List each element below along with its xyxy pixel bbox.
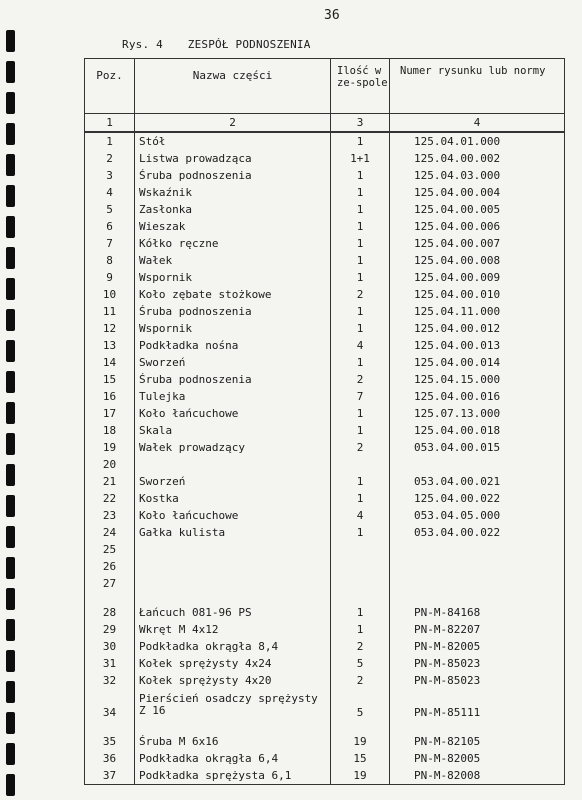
figure-caption (122, 38, 311, 51)
position-cell: 10 (85, 286, 135, 303)
position-cell: 12 (85, 320, 135, 337)
quantity-cell: 1 (331, 422, 390, 439)
quantity-cell: 4 (331, 337, 390, 354)
part-name-cell: Kołek sprężysty 4x20 (135, 672, 331, 689)
table-row (85, 405, 565, 422)
position-cell: 14 (85, 354, 135, 371)
drawing-number-cell: 125.04.11.000 (390, 303, 565, 320)
table-row (85, 689, 565, 721)
binding-hole (6, 371, 15, 393)
part-name-cell: Koło zębate stożkowe (135, 286, 331, 303)
drawing-number-cell: PN-M-85111 (390, 689, 565, 721)
position-cell: 2 (85, 150, 135, 167)
binding-hole (6, 185, 15, 207)
spiral-binding (4, 0, 18, 800)
position-cell: 35 (85, 733, 135, 750)
table-row (85, 252, 565, 269)
drawing-number-cell: PN-M-82005 (390, 750, 565, 767)
position-cell: 15 (85, 371, 135, 388)
position-cell: 18 (85, 422, 135, 439)
position-cell: 37 (85, 767, 135, 785)
column-number: 1 (85, 114, 135, 133)
drawing-number-cell (390, 456, 565, 473)
quantity-cell: 2 (331, 371, 390, 388)
part-name-cell: Pierścień osadczy sprężysty Z 16 (135, 689, 331, 721)
table-row (85, 507, 565, 524)
position-cell: 8 (85, 252, 135, 269)
position-cell: 11 (85, 303, 135, 320)
drawing-number-cell: PN-M-82008 (390, 767, 565, 785)
column-number: 4 (390, 114, 565, 133)
drawing-number-cell: 125.04.00.005 (390, 201, 565, 218)
quantity-cell: 15 (331, 750, 390, 767)
binding-hole (6, 61, 15, 83)
drawing-number-cell: 053.04.05.000 (390, 507, 565, 524)
drawing-number-cell: PN-M-82005 (390, 638, 565, 655)
part-name-cell: Śruba M 6x16 (135, 733, 331, 750)
binding-hole (6, 619, 15, 641)
table-row (85, 655, 565, 672)
spacer-row (85, 721, 565, 733)
table-row (85, 767, 565, 785)
position-cell: 27 (85, 575, 135, 592)
drawing-number-cell: PN-M-84168 (390, 604, 565, 621)
part-name-cell: Podkładka okrągła 8,4 (135, 638, 331, 655)
position-cell: 4 (85, 184, 135, 201)
part-name-cell: Wieszak (135, 218, 331, 235)
table-row (85, 235, 565, 252)
column-number: 3 (331, 114, 390, 133)
drawing-number-cell: 053.04.00.015 (390, 439, 565, 456)
table-row (85, 750, 565, 767)
table-row (85, 132, 565, 150)
part-name-cell: Kołek sprężysty 4x24 (135, 655, 331, 672)
drawing-number-cell: 125.04.00.002 (390, 150, 565, 167)
table-row (85, 439, 565, 456)
position-cell: 34 (85, 689, 135, 721)
position-cell: 36 (85, 750, 135, 767)
position-cell: 26 (85, 558, 135, 575)
table-row (85, 150, 565, 167)
part-name-cell: Tulejka (135, 388, 331, 405)
table-row (85, 524, 565, 541)
part-name-cell: Łańcuch 081-96 PS (135, 604, 331, 621)
quantity-cell: 1 (331, 621, 390, 638)
quantity-cell: 2 (331, 638, 390, 655)
drawing-number-cell (390, 541, 565, 558)
part-name-cell: Sworzeń (135, 473, 331, 490)
quantity-cell: 1+1 (331, 150, 390, 167)
binding-hole (6, 650, 15, 672)
table-row (85, 558, 565, 575)
table-body (85, 132, 565, 785)
drawing-number-cell: PN-M-82105 (390, 733, 565, 750)
quantity-cell: 2 (331, 439, 390, 456)
table-row (85, 672, 565, 689)
drawing-number-cell: 125.04.03.000 (390, 167, 565, 184)
position-cell: 22 (85, 490, 135, 507)
drawing-number-cell: 125.04.00.010 (390, 286, 565, 303)
drawing-number-cell: 125.04.00.022 (390, 490, 565, 507)
column-number: 2 (135, 114, 331, 133)
position-cell: 17 (85, 405, 135, 422)
drawing-number-cell: 125.04.00.007 (390, 235, 565, 252)
binding-hole (6, 743, 15, 765)
drawing-number-cell (390, 575, 565, 592)
quantity-cell: 5 (331, 655, 390, 672)
table-row (85, 604, 565, 621)
page-number: 36 (324, 8, 340, 23)
quantity-cell: 1 (331, 132, 390, 150)
binding-hole (6, 464, 15, 486)
spacer-cell (85, 721, 135, 733)
position-cell: 30 (85, 638, 135, 655)
table-row (85, 733, 565, 750)
quantity-cell: 1 (331, 473, 390, 490)
header-position: Poz. (85, 59, 135, 114)
position-cell: 28 (85, 604, 135, 621)
part-name-cell (135, 541, 331, 558)
position-cell: 24 (85, 524, 135, 541)
drawing-number-cell: 125.07.13.000 (390, 405, 565, 422)
position-cell: 29 (85, 621, 135, 638)
position-cell: 23 (85, 507, 135, 524)
column-number-row (85, 114, 565, 133)
binding-hole (6, 402, 15, 424)
binding-hole (6, 774, 15, 796)
drawing-number-cell: 053.04.00.021 (390, 473, 565, 490)
position-cell: 1 (85, 132, 135, 150)
part-name-cell: Śruba podnoszenia (135, 371, 331, 388)
table-row (85, 269, 565, 286)
part-name-cell: Gałka kulista (135, 524, 331, 541)
quantity-cell: 1 (331, 303, 390, 320)
binding-hole (6, 123, 15, 145)
part-name-cell: Sworzeń (135, 354, 331, 371)
drawing-number-cell: PN-M-82207 (390, 621, 565, 638)
figure-label: Rys. 4 (122, 38, 163, 51)
quantity-cell: 1 (331, 354, 390, 371)
header-quantity: Ilość w ze-spole (331, 59, 390, 114)
binding-hole (6, 216, 15, 238)
spacer-cell (390, 721, 565, 733)
binding-hole (6, 588, 15, 610)
table-row (85, 371, 565, 388)
quantity-cell: 1 (331, 269, 390, 286)
quantity-cell: 1 (331, 167, 390, 184)
quantity-cell: 19 (331, 767, 390, 785)
part-name-cell: Listwa prowadząca (135, 150, 331, 167)
drawing-number-cell: 125.04.00.006 (390, 218, 565, 235)
binding-hole (6, 340, 15, 362)
part-name-cell: Koło łańcuchowe (135, 405, 331, 422)
spacer-cell (331, 721, 390, 733)
quantity-cell: 1 (331, 218, 390, 235)
quantity-cell: 1 (331, 320, 390, 337)
position-cell: 9 (85, 269, 135, 286)
drawing-number-cell: 125.04.00.012 (390, 320, 565, 337)
quantity-cell: 1 (331, 235, 390, 252)
quantity-cell: 2 (331, 672, 390, 689)
table-row (85, 303, 565, 320)
quantity-cell: 1 (331, 490, 390, 507)
header-part-name: Nazwa części (135, 59, 331, 114)
table-row (85, 575, 565, 592)
table-row (85, 167, 565, 184)
binding-hole (6, 495, 15, 517)
spacer-cell (331, 592, 390, 604)
part-name-cell: Stół (135, 132, 331, 150)
part-name-cell: Skala (135, 422, 331, 439)
drawing-number-cell: 125.04.00.014 (390, 354, 565, 371)
quantity-cell: 1 (331, 252, 390, 269)
table-row (85, 422, 565, 439)
binding-hole (6, 526, 15, 548)
table-row (85, 473, 565, 490)
drawing-number-cell (390, 558, 565, 575)
part-name-cell: Śruba podnoszenia (135, 303, 331, 320)
drawing-number-cell: 125.04.00.008 (390, 252, 565, 269)
spacer-cell (135, 592, 331, 604)
part-name-cell: Podkładka nośna (135, 337, 331, 354)
position-cell: 31 (85, 655, 135, 672)
quantity-cell (331, 575, 390, 592)
part-name-cell: Śruba podnoszenia (135, 167, 331, 184)
spacer-row (85, 592, 565, 604)
position-cell: 16 (85, 388, 135, 405)
quantity-cell: 19 (331, 733, 390, 750)
quantity-cell: 1 (331, 184, 390, 201)
position-cell: 25 (85, 541, 135, 558)
binding-hole (6, 309, 15, 331)
position-cell: 5 (85, 201, 135, 218)
part-name-cell: Wspornik (135, 320, 331, 337)
table-row (85, 354, 565, 371)
position-cell: 20 (85, 456, 135, 473)
part-name-cell: Koło łańcuchowe (135, 507, 331, 524)
header-drawing-number: Numer rysunku lub normy (390, 59, 565, 114)
drawing-number-cell: 125.04.15.000 (390, 371, 565, 388)
spacer-cell (390, 592, 565, 604)
drawing-number-cell: PN-M-85023 (390, 655, 565, 672)
part-name-cell: Wspornik (135, 269, 331, 286)
spacer-cell (135, 721, 331, 733)
table-row (85, 388, 565, 405)
drawing-number-cell: 125.04.00.018 (390, 422, 565, 439)
quantity-cell: 1 (331, 604, 390, 621)
drawing-number-cell: 125.04.00.004 (390, 184, 565, 201)
position-cell: 6 (85, 218, 135, 235)
binding-hole (6, 278, 15, 300)
part-name-cell: Kółko ręczne (135, 235, 331, 252)
drawing-number-cell: 125.04.00.013 (390, 337, 565, 354)
part-name-cell (135, 575, 331, 592)
drawing-number-cell: 125.04.00.016 (390, 388, 565, 405)
table-row (85, 184, 565, 201)
table-row (85, 218, 565, 235)
part-name-cell: Zasłonka (135, 201, 331, 218)
drawing-number-cell: 125.04.01.000 (390, 132, 565, 150)
part-name-cell: Wskaźnik (135, 184, 331, 201)
table-row (85, 541, 565, 558)
position-cell: 13 (85, 337, 135, 354)
parts-table (84, 58, 565, 785)
position-cell: 19 (85, 439, 135, 456)
quantity-cell: 7 (331, 388, 390, 405)
quantity-cell: 1 (331, 405, 390, 422)
part-name-cell: Wałek prowadzący (135, 439, 331, 456)
quantity-cell: 1 (331, 201, 390, 218)
binding-hole (6, 92, 15, 114)
part-name-cell: Wkręt M 4x12 (135, 621, 331, 638)
part-name-cell (135, 456, 331, 473)
binding-hole (6, 681, 15, 703)
part-name-cell: Podkładka okrągła 6,4 (135, 750, 331, 767)
part-name-cell: Kostka (135, 490, 331, 507)
part-name-cell: Wałek (135, 252, 331, 269)
table-header-row (85, 59, 565, 114)
quantity-cell: 1 (331, 524, 390, 541)
figure-title: ZESPÓŁ PODNOSZENIA (187, 38, 311, 51)
binding-hole (6, 247, 15, 269)
binding-hole (6, 154, 15, 176)
drawing-number-cell: 125.04.00.009 (390, 269, 565, 286)
position-cell: 32 (85, 672, 135, 689)
quantity-cell (331, 558, 390, 575)
spacer-cell (85, 592, 135, 604)
binding-hole (6, 557, 15, 579)
binding-hole (6, 433, 15, 455)
binding-hole (6, 30, 15, 52)
part-name-cell (135, 558, 331, 575)
table-row (85, 621, 565, 638)
drawing-number-cell: PN-M-85023 (390, 672, 565, 689)
quantity-cell: 2 (331, 286, 390, 303)
table-row (85, 638, 565, 655)
quantity-cell (331, 541, 390, 558)
table-row (85, 286, 565, 303)
table-row (85, 201, 565, 218)
table-row (85, 320, 565, 337)
table-row (85, 456, 565, 473)
binding-hole (6, 712, 15, 734)
position-cell: 21 (85, 473, 135, 490)
table-row (85, 337, 565, 354)
table-row (85, 490, 565, 507)
part-name-cell: Podkładka sprężysta 6,1 (135, 767, 331, 785)
quantity-cell: 5 (331, 689, 390, 721)
drawing-number-cell: 053.04.00.022 (390, 524, 565, 541)
quantity-cell: 4 (331, 507, 390, 524)
position-cell: 3 (85, 167, 135, 184)
quantity-cell (331, 456, 390, 473)
position-cell: 7 (85, 235, 135, 252)
